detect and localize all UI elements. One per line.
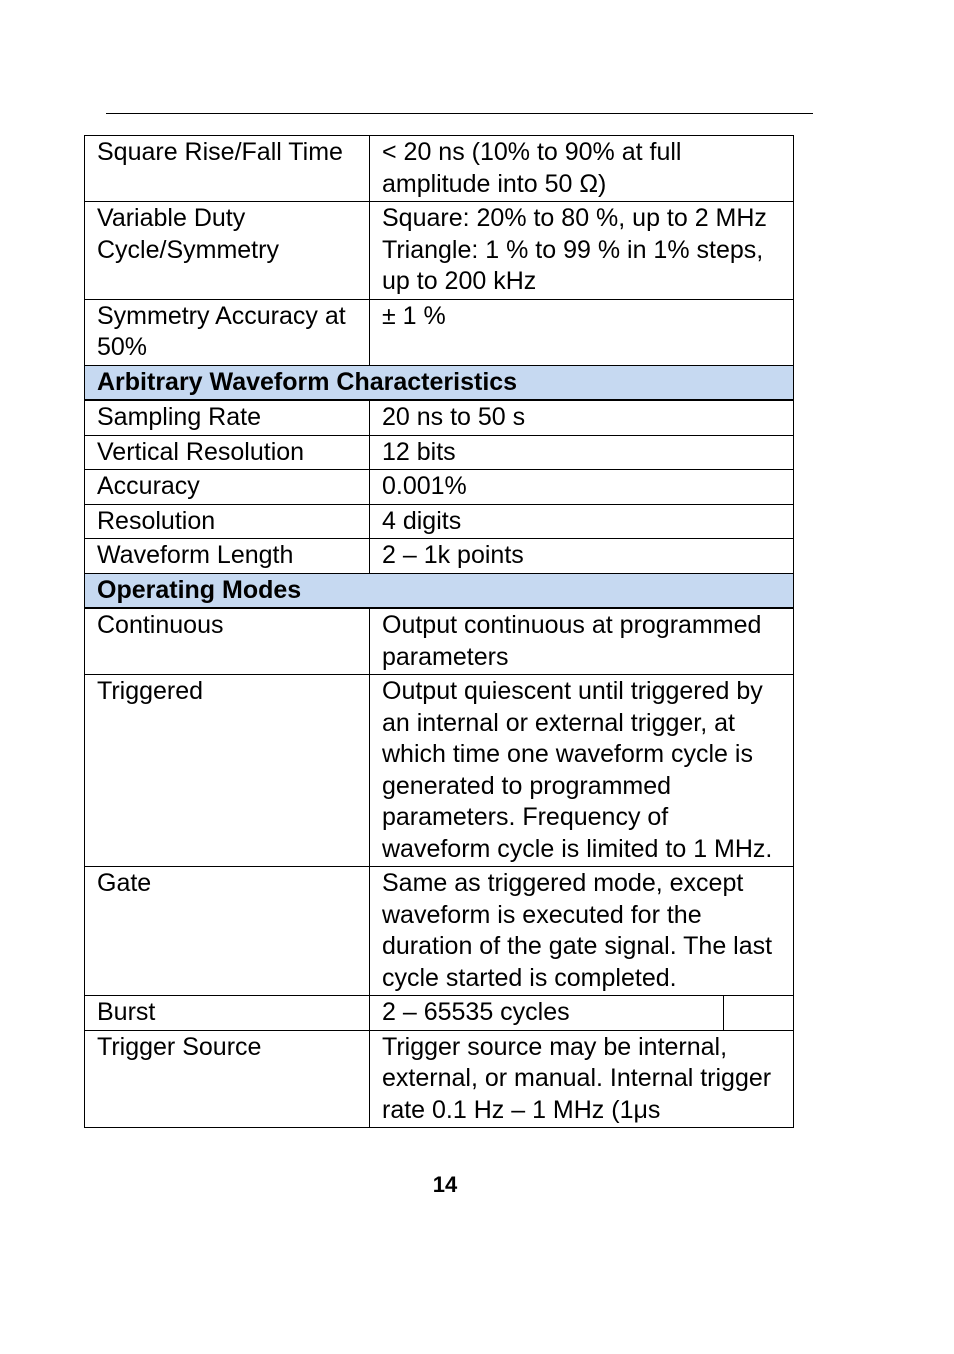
table-row (85, 996, 794, 1031)
table-row (85, 136, 794, 202)
table-row (85, 202, 794, 300)
param-cell: Burst (85, 996, 370, 1031)
section-header-row (85, 365, 794, 400)
param-cell: Vertical Resolution (85, 435, 370, 470)
table-row (85, 435, 794, 470)
value-cell (370, 202, 794, 300)
value-cell: 12 bits (370, 435, 794, 470)
empty-subcell (724, 996, 793, 1030)
param-cell: Gate (85, 867, 370, 996)
table-row (85, 504, 794, 539)
table-row (85, 400, 794, 435)
value-text: 2 – 65535 cycles (370, 996, 724, 1030)
table-row (85, 470, 794, 505)
value-cell-split (370, 996, 794, 1031)
page-number: 14 (432, 1172, 458, 1197)
header-rule (106, 113, 813, 114)
table-row (85, 608, 794, 675)
param-cell: Sampling Rate (85, 400, 370, 435)
value-line: Square: 20% to 80 %, up to 2 MHz (382, 204, 767, 232)
param-cell: Resolution (85, 504, 370, 539)
specifications-table (84, 135, 794, 1128)
value-line: Triangle: 1 % to 99 % in 1% steps, up to 200 kHz (382, 235, 764, 295)
value-cell: ± 1 % (370, 299, 794, 365)
value-cell: 4 digits (370, 504, 794, 539)
value-cell: Output quiescent until triggered by an internal or external trigger, at which time one waveform cycle is generated to programmed parameters. Frequency of waveform cycle is limited to 1 MHz. (370, 675, 794, 867)
param-cell: Waveform Length (85, 539, 370, 574)
value-cell: 2 – 1k points (370, 539, 794, 574)
param-cell: Square Rise/Fall Time (85, 136, 370, 202)
value-cell: Trigger source may be internal, external, or manual. Internal trigger rate 0.1 Hz – 1 MHz (1μs (370, 1030, 794, 1128)
value-cell: < 20 ns (10% to 90% at full amplitude into 50 Ω) (370, 136, 794, 202)
split-cell-inner (370, 996, 793, 1030)
section-title-arbitrary: Arbitrary Waveform Characteristics (85, 365, 794, 400)
table-row (85, 539, 794, 574)
value-cell: Same as triggered mode, except waveform is executed for the duration of the gate signal. The last cycle started is completed. (370, 867, 794, 996)
param-cell: Symmetry Accuracy at 50% (85, 299, 370, 365)
value-cell: 20 ns to 50 s (370, 400, 794, 435)
param-cell: Variable Duty Cycle/Symmetry (85, 202, 370, 300)
table-row (85, 299, 794, 365)
param-cell: Trigger Source (85, 1030, 370, 1128)
param-cell: Accuracy (85, 470, 370, 505)
table-row (85, 675, 794, 867)
value-cell: 0.001% (370, 470, 794, 505)
section-header-row (85, 573, 794, 608)
section-title-operating: Operating Modes (85, 573, 794, 608)
param-cell: Continuous (85, 608, 370, 675)
value-cell: Output continuous at programmed parameters (370, 608, 794, 675)
table-row (85, 867, 794, 996)
param-cell: Triggered (85, 675, 370, 867)
table-row (85, 1030, 794, 1128)
